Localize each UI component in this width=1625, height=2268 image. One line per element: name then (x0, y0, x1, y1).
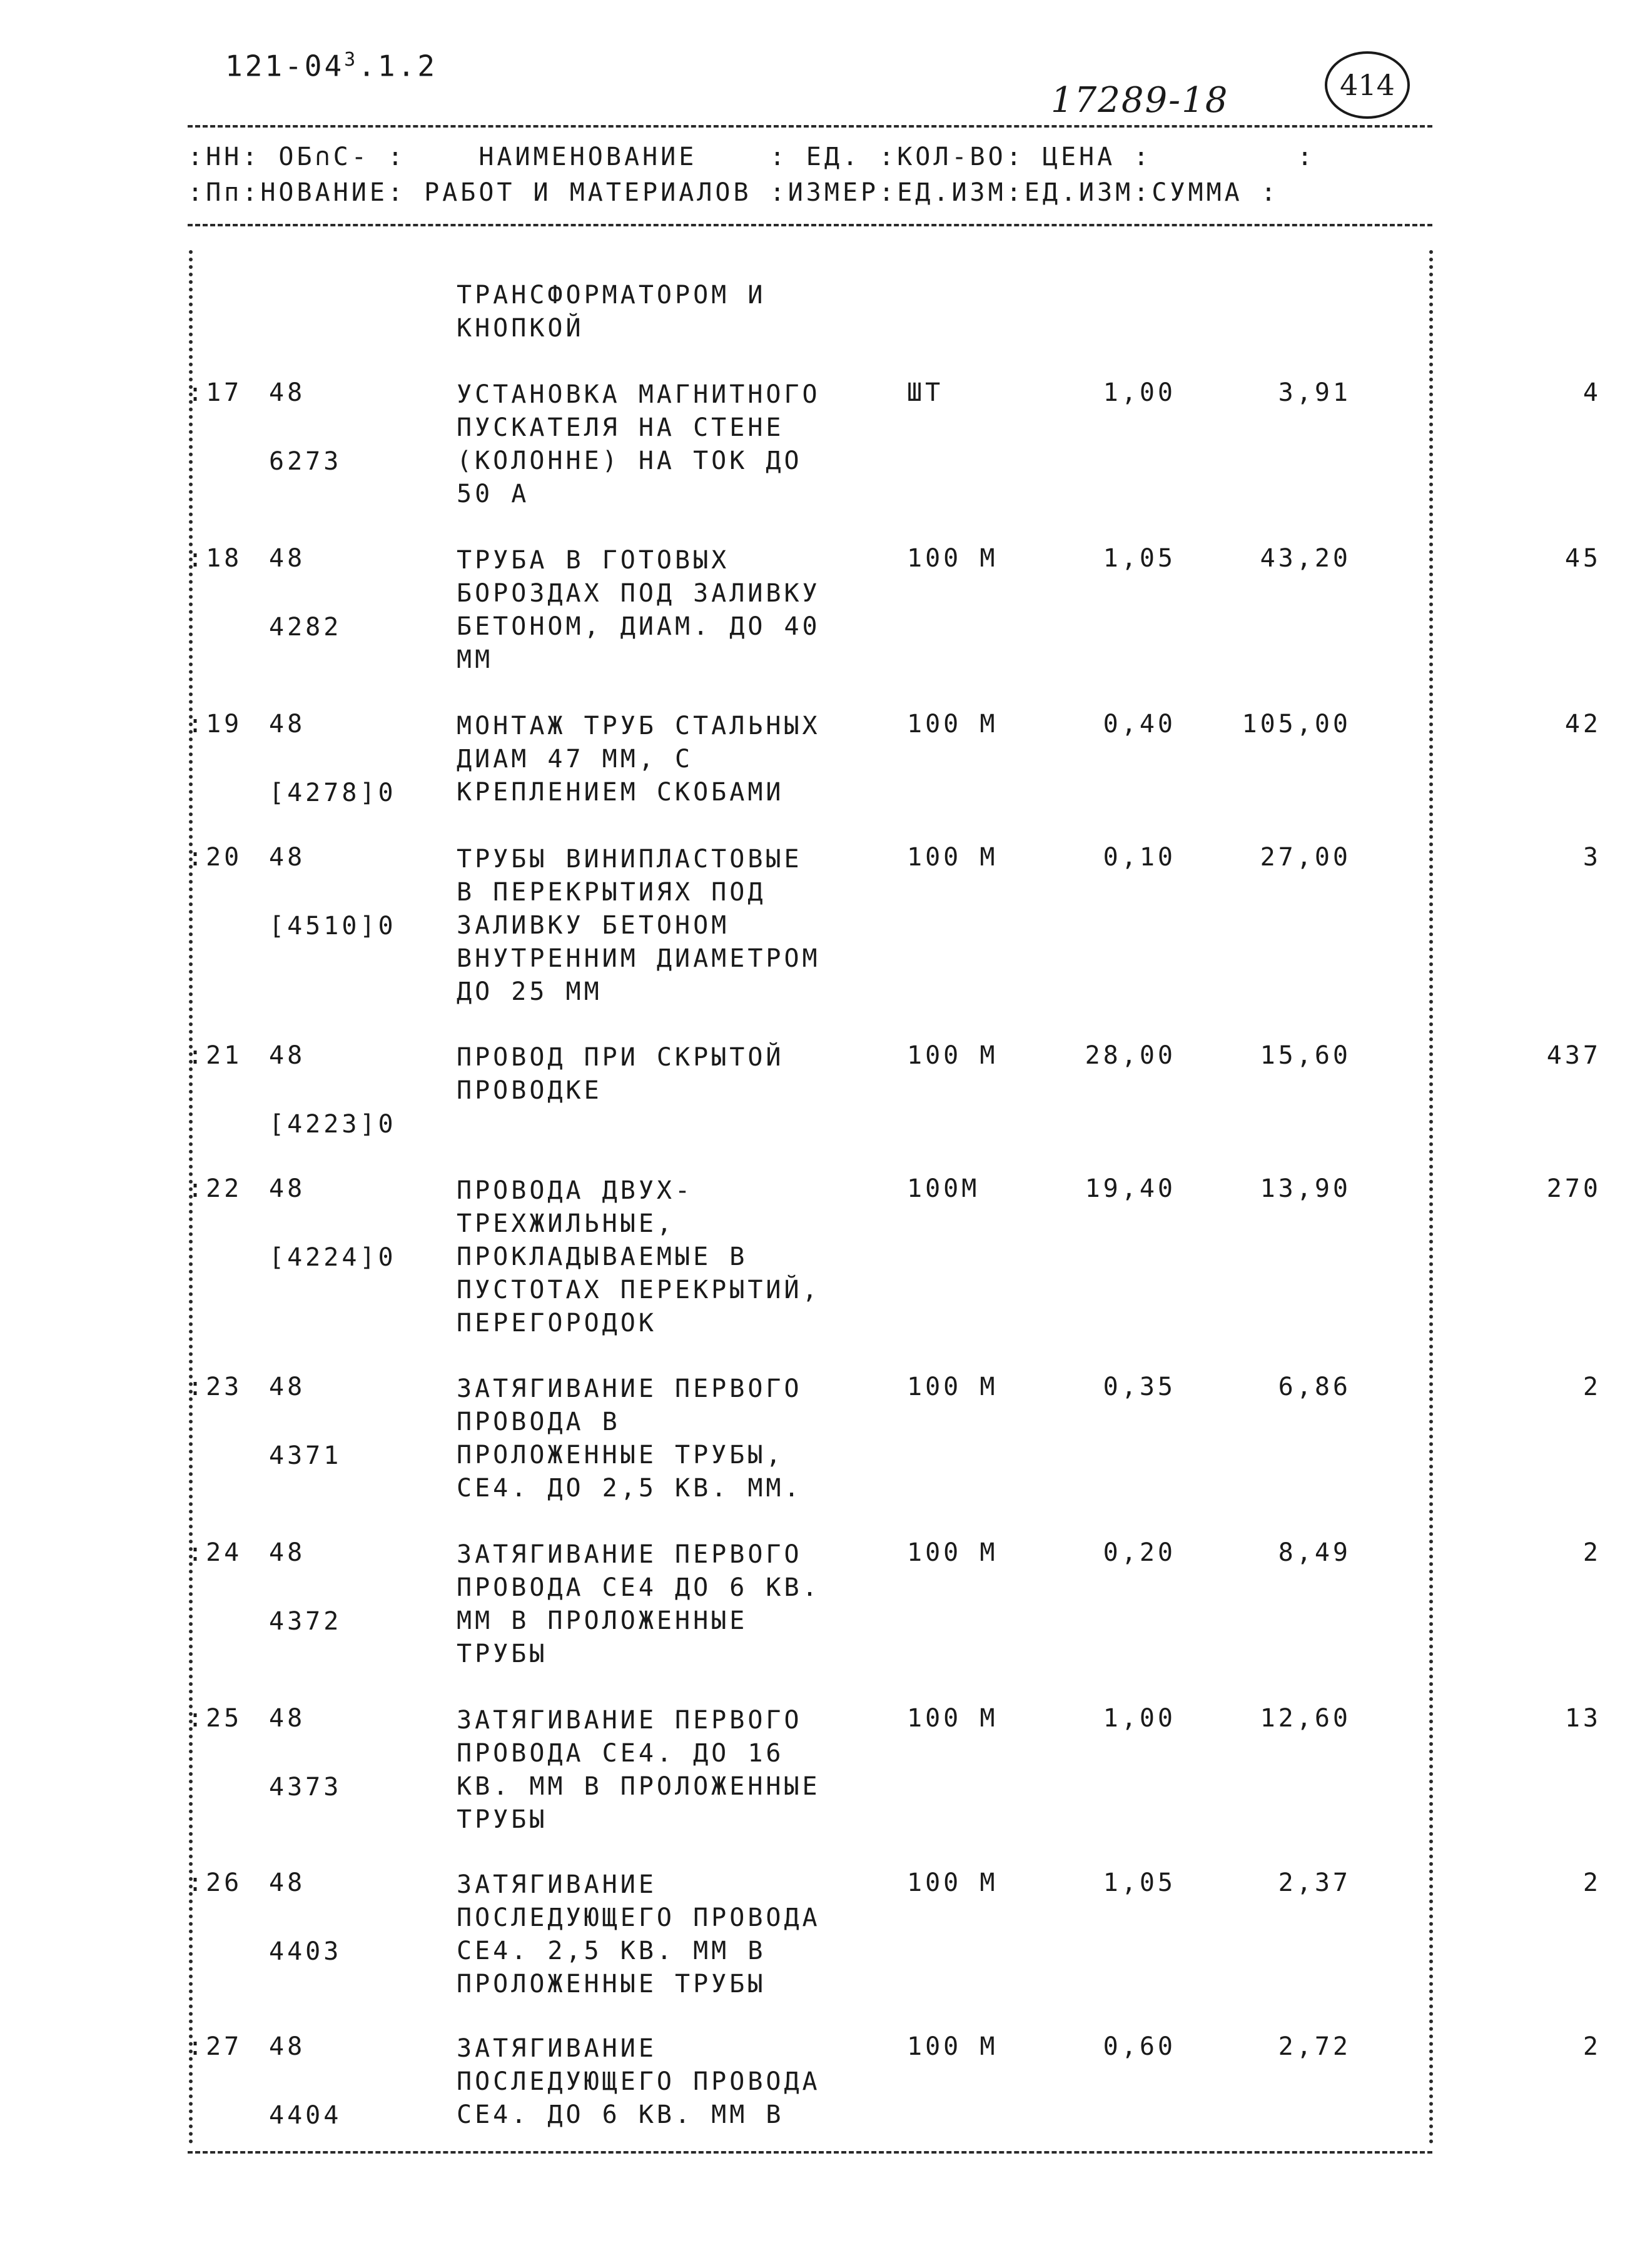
quantity: 0,20 (1103, 1538, 1176, 1567)
work-description: ЗАТЯГИВАНИЕ ПОСЛЕДУЮЩЕГО ПРОВОДА СЕ4. ДО 6 КВ. ММ В (457, 2034, 821, 2129)
unit-price: 15,60 (1260, 1041, 1351, 1070)
collection-code: 48 (269, 843, 306, 872)
collection-code: 48 (269, 544, 306, 573)
table-header-line-2: :Пп:НОВАНИЕ: РАБОТ И МАТЕРИАЛОВ :ИЗМЕР:ЕД.ИЗМ:ЕД.ИЗМ:СУММА : (188, 178, 1279, 207)
row-number: :17 (188, 378, 243, 407)
collection-code: 48 (269, 1868, 306, 1897)
row-number: :18 (188, 544, 243, 573)
unit-of-measure: 100 М (907, 710, 998, 738)
document-code-superscript: 3 (344, 49, 358, 71)
row-number: :26 (188, 1868, 243, 1897)
page-number: 414 (1340, 68, 1395, 102)
work-description: МОНТАЖ ТРУБ СТАЛЬНЫХ ДИАМ 47 ММ, С КРЕПЛЕНИЕМ СКОБАМИ (457, 712, 821, 807)
quantity: 1,00 (1103, 378, 1176, 407)
table-header-line-1: :НН: ОБ∩С- : НАИМЕНОВАНИЕ : ЕД. :КОЛ-ВО: ЦЕНА : : (188, 143, 1316, 171)
quantity: 0,60 (1103, 2032, 1176, 2061)
total-sum: 2 (1582, 2032, 1601, 2061)
position-code: 4372 (269, 1607, 342, 1636)
unit-of-measure: 100 М (907, 1538, 998, 1567)
work-description: ЗАТЯГИВАНИЕ ПОСЛЕДУЮЩЕГО ПРОВОДА СЕ4. 2,5 КВ. ММ В ПРОЛОЖЕННЫЕ ТРУБЫ (457, 1870, 821, 1998)
work-description: ЗАТЯГИВАНИЕ ПЕРВОГО ПРОВОДА СЕ4. ДО 16 КВ. ММ В ПРОЛОЖЕННЫЕ ТРУБЫ (457, 1706, 821, 1834)
total-sum: 3 (1582, 843, 1601, 872)
unit-of-measure: ШТ (907, 378, 944, 407)
total-sum: 2 (1582, 1868, 1601, 1897)
total-sum: 42 (1564, 710, 1601, 738)
position-code: [4223]0 (269, 1110, 397, 1139)
unit-of-measure: 100 М (907, 1373, 998, 1401)
total-sum: 45 (1564, 544, 1601, 573)
position-code: 4403 (269, 1937, 342, 1966)
row-number: :25 (188, 1704, 243, 1733)
total-sum: 270 (1546, 1174, 1601, 1203)
unit-price: 2,37 (1278, 1868, 1351, 1897)
collection-code: 48 (269, 378, 306, 407)
unit-price: 6,86 (1278, 1373, 1351, 1401)
collection-code: 48 (269, 1041, 306, 1070)
handwritten-number: 17289-18 (1051, 80, 1229, 121)
position-code: 4371 (269, 1441, 342, 1470)
row-number: :21 (188, 1041, 243, 1070)
unit-price: 8,49 (1278, 1538, 1351, 1567)
unit-price: 43,20 (1260, 544, 1351, 573)
unit-of-measure: 100М (907, 1174, 980, 1203)
work-description: ТРУБЫ ВИНИПЛАСТОВЫЕ В ПЕРЕКРЫТИЯХ ПОД ЗАЛИВКУ БЕТОНОМ ВНУТРЕННИМ ДИАМЕТРОМ ДО 25 ММ (457, 845, 821, 1006)
work-description: ПРОВОДА ДВУХ- ТРЕХЖИЛЬНЫЕ, ПРОКЛАДЫВАЕМЫЕ В ПУСТОТАХ ПЕРЕКРЫТИЙ, ПЕРЕГОРОДОК (457, 1176, 821, 1338)
position-code: [4510]0 (269, 912, 397, 940)
work-description: ЗАТЯГИВАНИЕ ПЕРВОГО ПРОВОДА В ПРОЛОЖЕННЫЕ ТРУБЫ, СЕ4. ДО 2,5 КВ. ММ. (457, 1374, 802, 1503)
row-number: :20 (188, 843, 243, 872)
quantity: 0,10 (1103, 843, 1176, 872)
unit-of-measure: 100 М (907, 544, 998, 573)
position-code: [4224]0 (269, 1243, 397, 1272)
unit-price: 27,00 (1260, 843, 1351, 872)
quantity: 0,40 (1103, 710, 1176, 738)
total-sum: 437 (1546, 1041, 1601, 1070)
row-number: :23 (188, 1373, 243, 1401)
unit-price: 2,72 (1278, 2032, 1351, 2061)
position-code: 4373 (269, 1773, 342, 1802)
unit-price: 12,60 (1260, 1704, 1351, 1733)
position-code: [4278]0 (269, 779, 397, 807)
quantity: 1,05 (1103, 1868, 1176, 1897)
total-sum: 2 (1582, 1538, 1601, 1567)
collection-code: 48 (269, 1373, 306, 1401)
row-number: :22 (188, 1174, 243, 1203)
work-description: ЗАТЯГИВАНИЕ ПЕРВОГО ПРОВОДА СЕ4 ДО 6 КВ. ММ В ПРОЛОЖЕННЫЕ ТРУБЫ (457, 1540, 821, 1668)
position-code: 4404 (269, 2101, 342, 2130)
quantity: 1,05 (1103, 544, 1176, 573)
unit-of-measure: 100 М (907, 843, 998, 872)
document-code (225, 49, 437, 83)
unit-price: 13,90 (1260, 1174, 1351, 1203)
unit-price: 3,91 (1278, 378, 1351, 407)
position-code: 4282 (269, 613, 342, 642)
document-code-tail: .1.2 (358, 49, 438, 83)
collection-code: 48 (269, 1174, 306, 1203)
document-code-main: 121-04 (225, 49, 345, 83)
work-description: УСТАНОВКА МАГНИТНОГО ПУСКАТЕЛЯ НА СТЕНЕ (КОЛОННЕ) НА ТОК ДО 50 А (457, 380, 821, 508)
page-number-stamp (1325, 51, 1410, 119)
top-dashed-rule (188, 125, 1432, 128)
row-number: :24 (188, 1538, 243, 1567)
work-description: ПРОВОД ПРИ СКРЫТОЙ ПРОВОДКЕ (457, 1043, 784, 1105)
total-sum: 2 (1582, 1373, 1601, 1401)
collection-code: 48 (269, 1538, 306, 1567)
quantity: 19,40 (1085, 1174, 1176, 1203)
unit-of-measure: 100 М (907, 1704, 998, 1733)
work-description: ТРУБА В ГОТОВЫХ БОРОЗДАХ ПОД ЗАЛИВКУ БЕТОНОМ, ДИАМ. ДО 40 ММ (457, 546, 821, 674)
collection-code: 48 (269, 2032, 306, 2061)
row-number: :19 (188, 710, 243, 738)
bottom-dashed-rule (188, 2151, 1432, 2154)
quantity: 1,00 (1103, 1704, 1176, 1733)
row-number: :27 (188, 2032, 243, 2061)
total-sum: 13 (1564, 1704, 1601, 1733)
quantity: 0,35 (1103, 1373, 1176, 1401)
continuation-text: ТРАНСФОРМАТОРОМ И КНОПКОЙ (457, 281, 766, 343)
unit-of-measure: 100 М (907, 2032, 998, 2061)
collection-code: 48 (269, 710, 306, 738)
collection-code: 48 (269, 1704, 306, 1733)
unit-of-measure: 100 М (907, 1868, 998, 1897)
position-code: 6273 (269, 447, 342, 476)
header-dashed-rule (188, 224, 1432, 226)
unit-price: 105,00 (1242, 710, 1351, 738)
quantity: 28,00 (1085, 1041, 1176, 1070)
unit-of-measure: 100 М (907, 1041, 998, 1070)
total-sum: 4 (1582, 378, 1601, 407)
